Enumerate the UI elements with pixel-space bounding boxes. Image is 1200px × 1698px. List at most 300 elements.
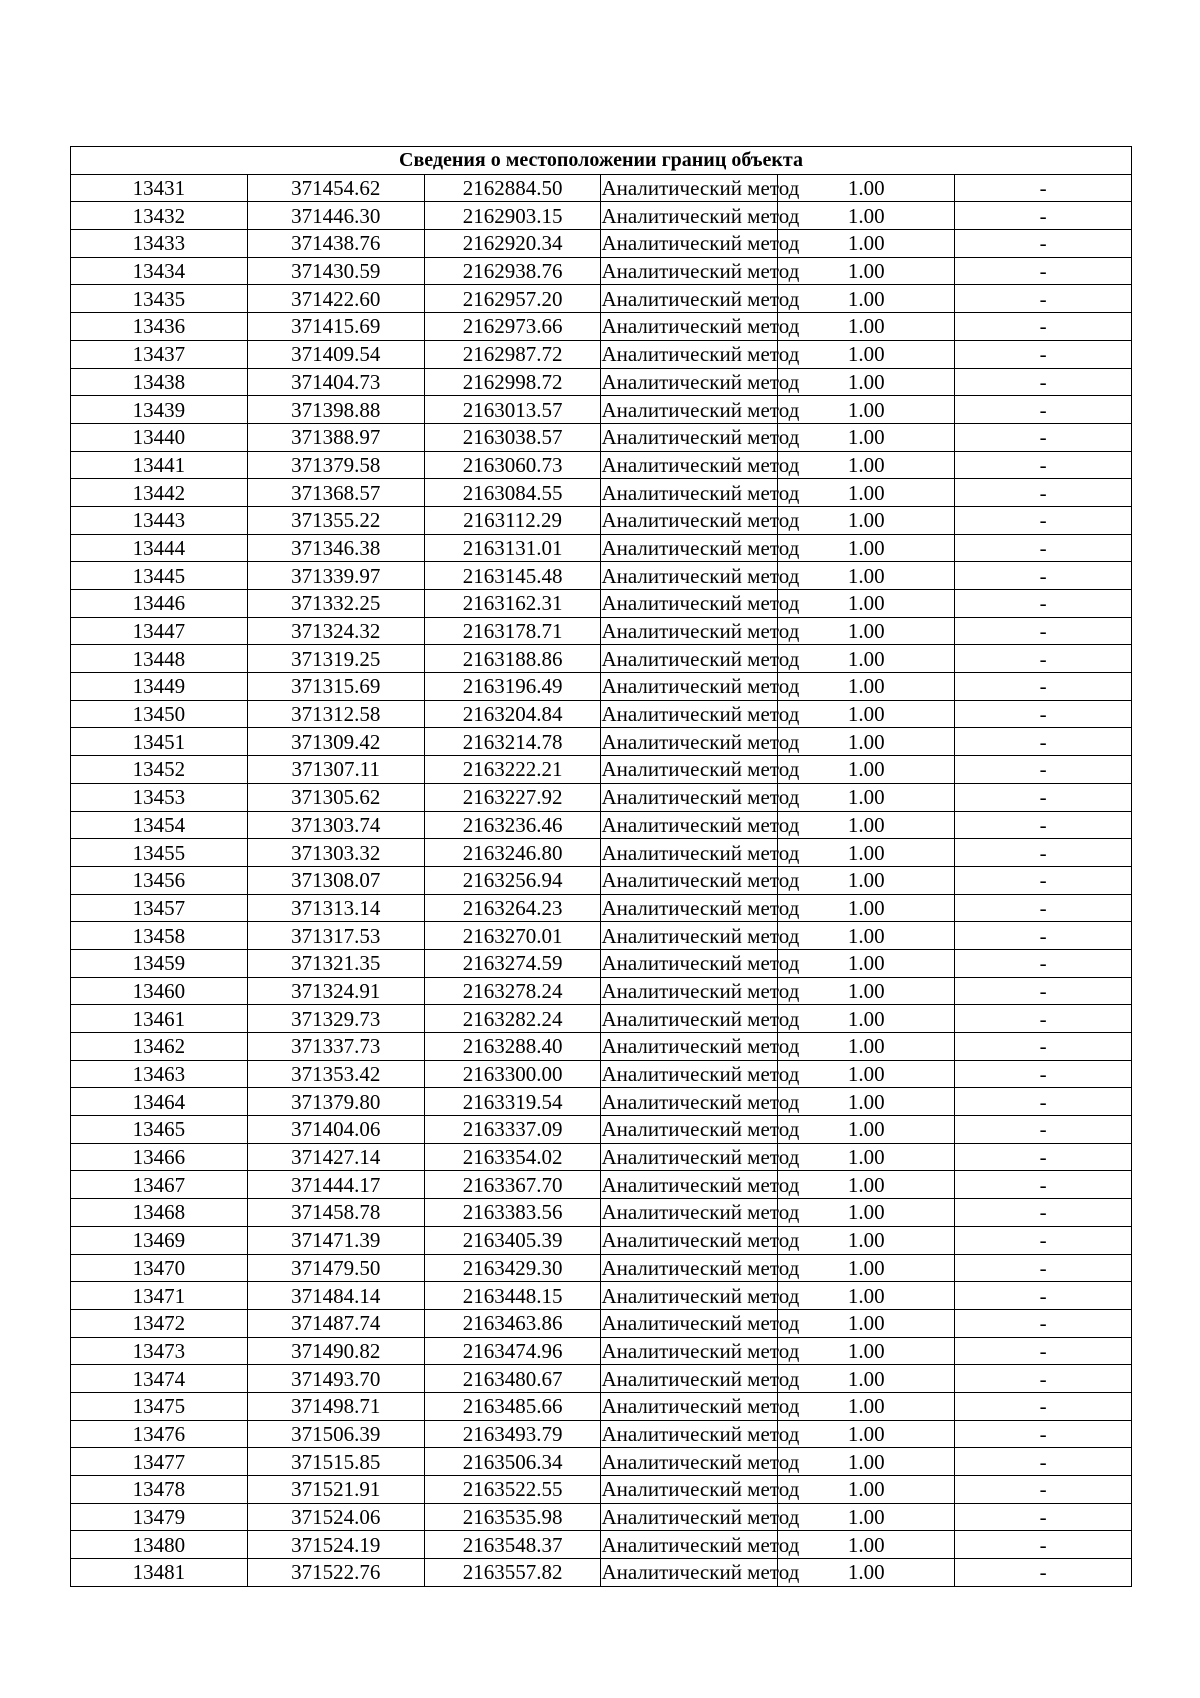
x-coordinate-cell: 371308.07 — [247, 866, 424, 894]
precision-cell: 1.00 — [778, 1282, 955, 1310]
precision-cell: 1.00 — [778, 506, 955, 534]
point-number-cell: 13467 — [71, 1171, 248, 1199]
precision-cell: 1.00 — [778, 1226, 955, 1254]
table-title: Сведения о местоположении границ объекта — [71, 147, 1132, 175]
x-coordinate-cell: 371487.74 — [247, 1309, 424, 1337]
description-cell: - — [955, 1448, 1132, 1476]
point-number-cell: 13443 — [71, 506, 248, 534]
method-cell: Аналитический метод — [601, 812, 800, 837]
description-cell: - — [955, 423, 1132, 451]
description-cell: - — [955, 396, 1132, 424]
x-coordinate-cell: 371353.42 — [247, 1060, 424, 1088]
description-cell: - — [955, 590, 1132, 618]
point-number-cell: 13475 — [71, 1392, 248, 1420]
y-coordinate-cell: 2163288.40 — [424, 1033, 601, 1061]
table-row — [71, 894, 1132, 922]
precision-cell: 1.00 — [778, 202, 955, 230]
table-row — [71, 866, 1132, 894]
method-cell: Аналитический метод — [601, 342, 800, 367]
method-cell: Аналитический метод — [601, 369, 800, 394]
table-row — [71, 1199, 1132, 1227]
y-coordinate-cell: 2163214.78 — [424, 728, 601, 756]
method-cell: Аналитический метод — [601, 563, 800, 588]
y-coordinate-cell: 2163493.79 — [424, 1420, 601, 1448]
precision-cell: 1.00 — [778, 285, 955, 313]
method-cell: Аналитический метод — [601, 702, 800, 727]
y-coordinate-cell: 2163337.09 — [424, 1116, 601, 1144]
table-row — [71, 673, 1132, 701]
y-coordinate-cell: 2162920.34 — [424, 230, 601, 258]
description-cell: - — [955, 1033, 1132, 1061]
y-coordinate-cell: 2162987.72 — [424, 340, 601, 368]
description-cell: - — [955, 1392, 1132, 1420]
table-row — [71, 1254, 1132, 1282]
x-coordinate-cell: 371427.14 — [247, 1143, 424, 1171]
x-coordinate-cell: 371321.35 — [247, 949, 424, 977]
table-row — [71, 1171, 1132, 1199]
point-number-cell: 13450 — [71, 700, 248, 728]
y-coordinate-cell: 2163236.46 — [424, 811, 601, 839]
point-number-cell: 13472 — [71, 1309, 248, 1337]
description-cell: - — [955, 728, 1132, 756]
precision-cell: 1.00 — [778, 783, 955, 811]
point-number-cell: 13462 — [71, 1033, 248, 1061]
x-coordinate-cell: 371324.32 — [247, 617, 424, 645]
table-row — [71, 1337, 1132, 1365]
precision-cell: 1.00 — [778, 1116, 955, 1144]
x-coordinate-cell: 371454.62 — [247, 174, 424, 202]
table-title-row — [71, 147, 1132, 175]
x-coordinate-cell: 371446.30 — [247, 202, 424, 230]
table-row — [71, 1033, 1132, 1061]
precision-cell: 1.00 — [778, 949, 955, 977]
x-coordinate-cell: 371355.22 — [247, 506, 424, 534]
description-cell: - — [955, 340, 1132, 368]
point-number-cell: 13474 — [71, 1365, 248, 1393]
method-cell: Аналитический метод — [601, 176, 800, 201]
table-row — [71, 285, 1132, 313]
precision-cell: 1.00 — [778, 1088, 955, 1116]
precision-cell: 1.00 — [778, 645, 955, 673]
table-row — [71, 340, 1132, 368]
table-row — [71, 534, 1132, 562]
y-coordinate-cell: 2163354.02 — [424, 1143, 601, 1171]
point-number-cell: 13441 — [71, 451, 248, 479]
method-cell: Аналитический метод — [601, 1062, 800, 1087]
method-cell: Аналитический метод — [601, 1283, 800, 1308]
point-number-cell: 13432 — [71, 202, 248, 230]
method-cell: Аналитический метод — [601, 508, 800, 533]
point-number-cell: 13466 — [71, 1143, 248, 1171]
x-coordinate-cell: 371415.69 — [247, 313, 424, 341]
table-row — [71, 174, 1132, 202]
description-cell: - — [955, 922, 1132, 950]
precision-cell: 1.00 — [778, 174, 955, 202]
precision-cell: 1.00 — [778, 1365, 955, 1393]
y-coordinate-cell: 2163367.70 — [424, 1171, 601, 1199]
method-cell: Аналитический метод — [601, 591, 800, 616]
x-coordinate-cell: 371339.97 — [247, 562, 424, 590]
x-coordinate-cell: 371319.25 — [247, 645, 424, 673]
precision-cell: 1.00 — [778, 756, 955, 784]
table-row — [71, 1088, 1132, 1116]
x-coordinate-cell: 371493.70 — [247, 1365, 424, 1393]
y-coordinate-cell: 2163522.55 — [424, 1476, 601, 1504]
table-row — [71, 590, 1132, 618]
description-cell: - — [955, 257, 1132, 285]
point-number-cell: 13442 — [71, 479, 248, 507]
precision-cell: 1.00 — [778, 479, 955, 507]
method-cell: Аналитический метод — [601, 1505, 800, 1530]
y-coordinate-cell: 2162938.76 — [424, 257, 601, 285]
precision-cell: 1.00 — [778, 562, 955, 590]
y-coordinate-cell: 2163270.01 — [424, 922, 601, 950]
point-number-cell: 13460 — [71, 977, 248, 1005]
boundary-coordinates-table — [70, 146, 1132, 1587]
method-cell: Аналитический метод — [601, 978, 800, 1003]
description-cell: - — [955, 1531, 1132, 1559]
precision-cell: 1.00 — [778, 534, 955, 562]
x-coordinate-cell: 371312.58 — [247, 700, 424, 728]
point-number-cell: 13440 — [71, 423, 248, 451]
point-number-cell: 13480 — [71, 1531, 248, 1559]
x-coordinate-cell: 371398.88 — [247, 396, 424, 424]
y-coordinate-cell: 2163548.37 — [424, 1531, 601, 1559]
x-coordinate-cell: 371471.39 — [247, 1226, 424, 1254]
x-coordinate-cell: 371524.06 — [247, 1503, 424, 1531]
description-cell: - — [955, 811, 1132, 839]
y-coordinate-cell: 2162957.20 — [424, 285, 601, 313]
method-cell: Аналитический метод — [601, 868, 800, 893]
y-coordinate-cell: 2163060.73 — [424, 451, 601, 479]
x-coordinate-cell: 371522.76 — [247, 1559, 424, 1587]
point-number-cell: 13457 — [71, 894, 248, 922]
description-cell: - — [955, 1143, 1132, 1171]
table-row — [71, 1420, 1132, 1448]
table-row — [71, 396, 1132, 424]
method-cell: Аналитический метод — [601, 480, 800, 505]
description-cell: - — [955, 368, 1132, 396]
x-coordinate-cell: 371438.76 — [247, 230, 424, 258]
description-cell: - — [955, 1503, 1132, 1531]
table-row — [71, 728, 1132, 756]
point-number-cell: 13446 — [71, 590, 248, 618]
x-coordinate-cell: 371379.58 — [247, 451, 424, 479]
point-number-cell: 13476 — [71, 1420, 248, 1448]
description-cell: - — [955, 1337, 1132, 1365]
table-row — [71, 479, 1132, 507]
y-coordinate-cell: 2163448.15 — [424, 1282, 601, 1310]
precision-cell: 1.00 — [778, 728, 955, 756]
description-cell: - — [955, 285, 1132, 313]
method-cell: Аналитический метод — [601, 757, 800, 782]
precision-cell: 1.00 — [778, 617, 955, 645]
table-row — [71, 1392, 1132, 1420]
x-coordinate-cell: 371305.62 — [247, 783, 424, 811]
description-cell: - — [955, 949, 1132, 977]
x-coordinate-cell: 371368.57 — [247, 479, 424, 507]
y-coordinate-cell: 2163188.86 — [424, 645, 601, 673]
description-cell: - — [955, 894, 1132, 922]
method-cell: Аналитический метод — [601, 674, 800, 699]
x-coordinate-cell: 371506.39 — [247, 1420, 424, 1448]
x-coordinate-cell: 371309.42 — [247, 728, 424, 756]
table-body — [71, 174, 1132, 1586]
precision-cell: 1.00 — [778, 811, 955, 839]
y-coordinate-cell: 2163131.01 — [424, 534, 601, 562]
x-coordinate-cell: 371388.97 — [247, 423, 424, 451]
y-coordinate-cell: 2163300.00 — [424, 1060, 601, 1088]
method-cell: Аналитический метод — [601, 895, 800, 920]
table-row — [71, 1143, 1132, 1171]
y-coordinate-cell: 2163463.86 — [424, 1309, 601, 1337]
method-cell: Аналитический метод — [601, 1311, 800, 1336]
precision-cell: 1.00 — [778, 1476, 955, 1504]
precision-cell: 1.00 — [778, 423, 955, 451]
method-cell: Аналитический метод — [601, 951, 800, 976]
description-cell: - — [955, 1060, 1132, 1088]
method-cell: Аналитический метод — [601, 1034, 800, 1059]
x-coordinate-cell: 371422.60 — [247, 285, 424, 313]
point-number-cell: 13433 — [71, 230, 248, 258]
description-cell: - — [955, 756, 1132, 784]
point-number-cell: 13437 — [71, 340, 248, 368]
precision-cell: 1.00 — [778, 839, 955, 867]
method-cell: Аналитический метод — [601, 923, 800, 948]
method-cell: Аналитический метод — [601, 1560, 800, 1585]
table-row — [71, 617, 1132, 645]
x-coordinate-cell: 371307.11 — [247, 756, 424, 784]
x-coordinate-cell: 371379.80 — [247, 1088, 424, 1116]
description-cell: - — [955, 230, 1132, 258]
y-coordinate-cell: 2163474.96 — [424, 1337, 601, 1365]
y-coordinate-cell: 2163204.84 — [424, 700, 601, 728]
table-row — [71, 1531, 1132, 1559]
point-number-cell: 13435 — [71, 285, 248, 313]
description-cell: - — [955, 783, 1132, 811]
point-number-cell: 13465 — [71, 1116, 248, 1144]
y-coordinate-cell: 2163264.23 — [424, 894, 601, 922]
description-cell: - — [955, 202, 1132, 230]
table-row — [71, 1282, 1132, 1310]
description-cell: - — [955, 1559, 1132, 1587]
method-cell: Аналитический метод — [601, 1366, 800, 1391]
point-number-cell: 13471 — [71, 1282, 248, 1310]
table-row — [71, 368, 1132, 396]
precision-cell: 1.00 — [778, 368, 955, 396]
table-row — [71, 949, 1132, 977]
x-coordinate-cell: 371409.54 — [247, 340, 424, 368]
method-cell: Аналитический метод — [601, 535, 800, 560]
method-cell: Аналитический метод — [601, 1255, 800, 1280]
point-number-cell: 13479 — [71, 1503, 248, 1531]
point-number-cell: 13464 — [71, 1088, 248, 1116]
point-number-cell: 13449 — [71, 673, 248, 701]
description-cell: - — [955, 673, 1132, 701]
description-cell: - — [955, 506, 1132, 534]
precision-cell: 1.00 — [778, 1309, 955, 1337]
x-coordinate-cell: 371515.85 — [247, 1448, 424, 1476]
x-coordinate-cell: 371458.78 — [247, 1199, 424, 1227]
y-coordinate-cell: 2163178.71 — [424, 617, 601, 645]
table-row — [71, 756, 1132, 784]
method-cell: Аналитический метод — [601, 1449, 800, 1474]
precision-cell: 1.00 — [778, 257, 955, 285]
point-number-cell: 13455 — [71, 839, 248, 867]
x-coordinate-cell: 371498.71 — [247, 1392, 424, 1420]
precision-cell: 1.00 — [778, 1171, 955, 1199]
precision-cell: 1.00 — [778, 1392, 955, 1420]
table-row — [71, 1559, 1132, 1587]
precision-cell: 1.00 — [778, 451, 955, 479]
description-cell: - — [955, 1005, 1132, 1033]
method-cell: Аналитический метод — [601, 1145, 800, 1170]
method-cell: Аналитический метод — [601, 314, 800, 339]
description-cell: - — [955, 617, 1132, 645]
description-cell: - — [955, 645, 1132, 673]
y-coordinate-cell: 2163274.59 — [424, 949, 601, 977]
description-cell: - — [955, 977, 1132, 1005]
precision-cell: 1.00 — [778, 396, 955, 424]
description-cell: - — [955, 534, 1132, 562]
table-row — [71, 202, 1132, 230]
x-coordinate-cell: 371324.91 — [247, 977, 424, 1005]
x-coordinate-cell: 371404.73 — [247, 368, 424, 396]
precision-cell: 1.00 — [778, 1143, 955, 1171]
description-cell: - — [955, 1254, 1132, 1282]
method-cell: Аналитический метод — [601, 1117, 800, 1142]
y-coordinate-cell: 2163535.98 — [424, 1503, 601, 1531]
description-cell: - — [955, 1171, 1132, 1199]
precision-cell: 1.00 — [778, 922, 955, 950]
table-row — [71, 423, 1132, 451]
x-coordinate-cell: 371479.50 — [247, 1254, 424, 1282]
description-cell: - — [955, 313, 1132, 341]
precision-cell: 1.00 — [778, 1531, 955, 1559]
point-number-cell: 13447 — [71, 617, 248, 645]
table-row — [71, 1365, 1132, 1393]
point-number-cell: 13477 — [71, 1448, 248, 1476]
description-cell: - — [955, 866, 1132, 894]
point-number-cell: 13431 — [71, 174, 248, 202]
y-coordinate-cell: 2162884.50 — [424, 174, 601, 202]
method-cell: Аналитический метод — [601, 1089, 800, 1114]
y-coordinate-cell: 2163383.56 — [424, 1199, 601, 1227]
x-coordinate-cell: 371444.17 — [247, 1171, 424, 1199]
precision-cell: 1.00 — [778, 894, 955, 922]
point-number-cell: 13481 — [71, 1559, 248, 1587]
y-coordinate-cell: 2163112.29 — [424, 506, 601, 534]
table-row — [71, 783, 1132, 811]
table-row — [71, 506, 1132, 534]
point-number-cell: 13456 — [71, 866, 248, 894]
point-number-cell: 13463 — [71, 1060, 248, 1088]
y-coordinate-cell: 2163506.34 — [424, 1448, 601, 1476]
point-number-cell: 13473 — [71, 1337, 248, 1365]
point-number-cell: 13438 — [71, 368, 248, 396]
point-number-cell: 13453 — [71, 783, 248, 811]
method-cell: Аналитический метод — [601, 1172, 800, 1197]
description-cell: - — [955, 1420, 1132, 1448]
table-row — [71, 922, 1132, 950]
method-cell: Аналитический метод — [601, 840, 800, 865]
precision-cell: 1.00 — [778, 1033, 955, 1061]
y-coordinate-cell: 2163282.24 — [424, 1005, 601, 1033]
method-cell: Аналитический метод — [601, 1228, 800, 1253]
point-number-cell: 13470 — [71, 1254, 248, 1282]
y-coordinate-cell: 2163256.94 — [424, 866, 601, 894]
method-cell: Аналитический метод — [601, 425, 800, 450]
table-row — [71, 451, 1132, 479]
precision-cell: 1.00 — [778, 700, 955, 728]
document-page — [70, 146, 1132, 1587]
method-cell: Аналитический метод — [601, 397, 800, 422]
x-coordinate-cell: 371315.69 — [247, 673, 424, 701]
x-coordinate-cell: 371303.32 — [247, 839, 424, 867]
point-number-cell: 13468 — [71, 1199, 248, 1227]
y-coordinate-cell: 2163480.67 — [424, 1365, 601, 1393]
description-cell: - — [955, 1476, 1132, 1504]
precision-cell: 1.00 — [778, 1420, 955, 1448]
table-row — [71, 1448, 1132, 1476]
y-coordinate-cell: 2162973.66 — [424, 313, 601, 341]
x-coordinate-cell: 371490.82 — [247, 1337, 424, 1365]
x-coordinate-cell: 371329.73 — [247, 1005, 424, 1033]
table-row — [71, 839, 1132, 867]
y-coordinate-cell: 2163196.49 — [424, 673, 601, 701]
description-cell: - — [955, 1365, 1132, 1393]
point-number-cell: 13436 — [71, 313, 248, 341]
table-row — [71, 257, 1132, 285]
point-number-cell: 13459 — [71, 949, 248, 977]
precision-cell: 1.00 — [778, 1199, 955, 1227]
method-cell: Аналитический метод — [601, 259, 800, 284]
point-number-cell: 13445 — [71, 562, 248, 590]
y-coordinate-cell: 2163084.55 — [424, 479, 601, 507]
y-coordinate-cell: 2163429.30 — [424, 1254, 601, 1282]
table-row — [71, 313, 1132, 341]
x-coordinate-cell: 371521.91 — [247, 1476, 424, 1504]
point-number-cell: 13469 — [71, 1226, 248, 1254]
precision-cell: 1.00 — [778, 1448, 955, 1476]
point-number-cell: 13478 — [71, 1476, 248, 1504]
y-coordinate-cell: 2163038.57 — [424, 423, 601, 451]
method-cell: Аналитический метод — [601, 203, 800, 228]
precision-cell: 1.00 — [778, 1559, 955, 1587]
precision-cell: 1.00 — [778, 1337, 955, 1365]
description-cell: - — [955, 562, 1132, 590]
precision-cell: 1.00 — [778, 590, 955, 618]
point-number-cell: 13454 — [71, 811, 248, 839]
precision-cell: 1.00 — [778, 866, 955, 894]
method-cell: Аналитический метод — [601, 1532, 800, 1557]
table-row — [71, 1116, 1132, 1144]
y-coordinate-cell: 2162903.15 — [424, 202, 601, 230]
precision-cell: 1.00 — [778, 340, 955, 368]
y-coordinate-cell: 2163013.57 — [424, 396, 601, 424]
point-number-cell: 13461 — [71, 1005, 248, 1033]
y-coordinate-cell: 2163278.24 — [424, 977, 601, 1005]
x-coordinate-cell: 371303.74 — [247, 811, 424, 839]
method-cell: Аналитический метод — [601, 1394, 800, 1419]
description-cell: - — [955, 1226, 1132, 1254]
description-cell: - — [955, 479, 1132, 507]
method-cell: Аналитический метод — [601, 646, 800, 671]
point-number-cell: 13448 — [71, 645, 248, 673]
x-coordinate-cell: 371346.38 — [247, 534, 424, 562]
point-number-cell: 13444 — [71, 534, 248, 562]
point-number-cell: 13452 — [71, 756, 248, 784]
